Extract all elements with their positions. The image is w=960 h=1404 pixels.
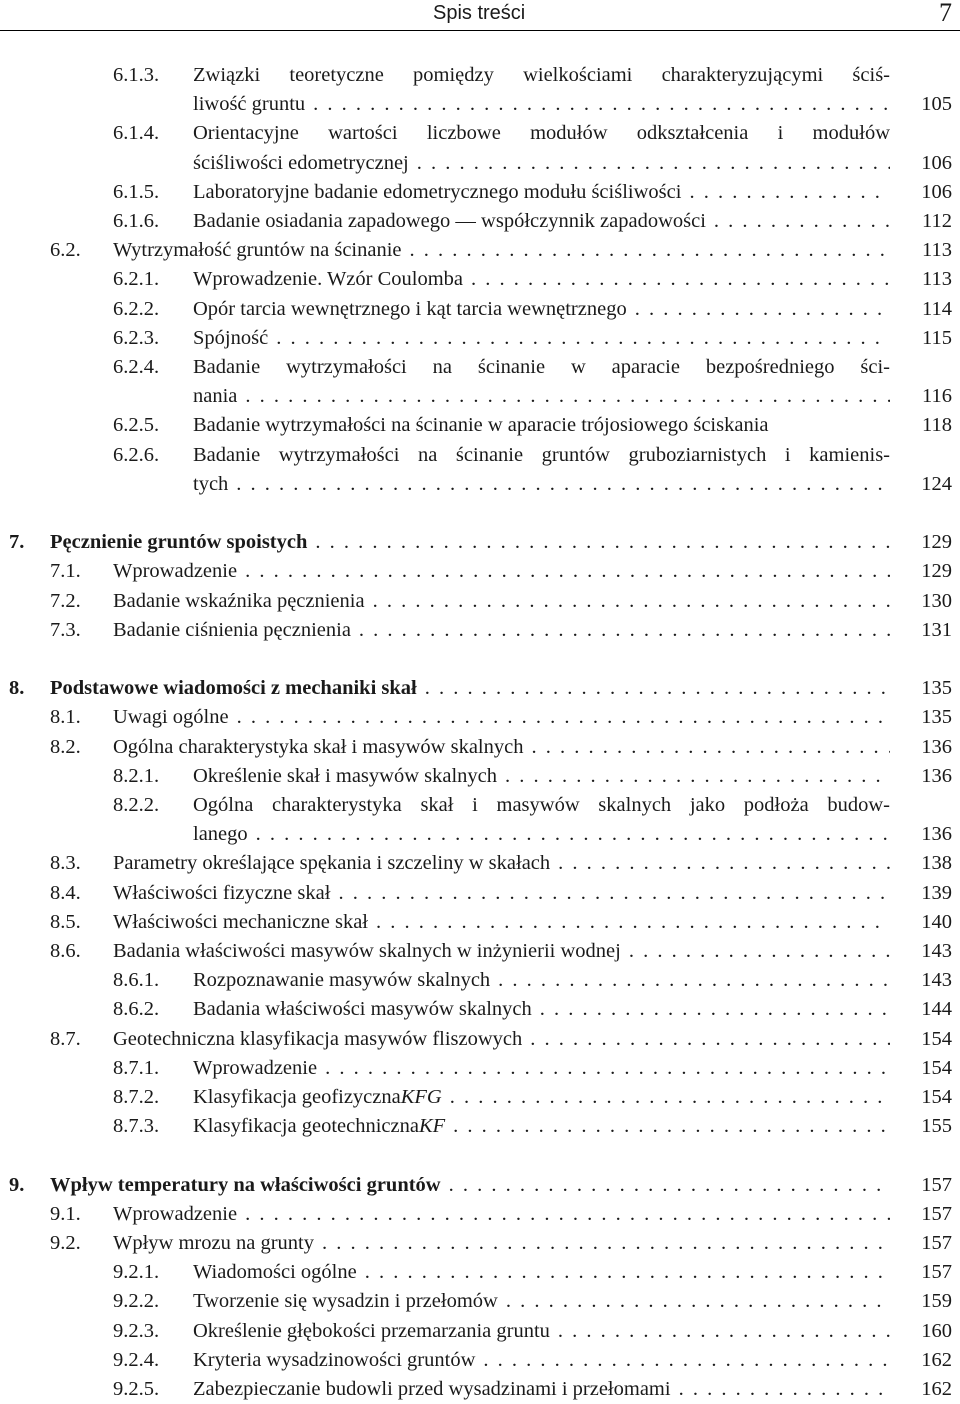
toc-entry-title: Wprowadzenie <box>193 1056 318 1079</box>
dot-leader <box>322 1229 890 1258</box>
toc-entry-page: 138 <box>921 852 952 875</box>
toc-entry-page: 157 <box>921 1202 952 1225</box>
dot-leader <box>558 1317 890 1346</box>
toc-entry-title: Badania właściwości masywów skalnych <box>193 998 532 1021</box>
toc-entry-page: 118 <box>922 414 952 437</box>
toc-entry-page: 154 <box>921 1027 952 1050</box>
toc-entry-page: 140 <box>921 910 952 933</box>
toc-entry-title: Ogólna charakterystyka skał i masywów skalnych jako podłoża budow- <box>193 794 890 817</box>
toc-entry-title: Klasyfikacja geofizyczna <box>193 1086 401 1109</box>
toc-entry[interactable] <box>0 879 960 908</box>
toc-entry[interactable] <box>0 353 960 411</box>
toc-entry-number: 8.5. <box>50 910 81 933</box>
dot-leader <box>410 236 890 265</box>
toc-entry-title: Określenie głębokości przemarzania gruntu <box>193 1319 550 1342</box>
dot-leader <box>276 324 890 353</box>
toc-entry-number: 9. <box>9 1173 25 1196</box>
toc-entry[interactable] <box>0 295 960 324</box>
toc-entry[interactable] <box>0 733 960 762</box>
toc-entry-title: liwość gruntu <box>193 93 306 116</box>
toc-entry-title: Opór tarcia wewnętrznego i kąt tarcia wewnętrznego <box>193 297 627 320</box>
toc-entry[interactable] <box>0 61 960 119</box>
dot-leader <box>498 966 890 995</box>
toc-entry[interactable] <box>0 937 960 966</box>
toc-entry-number: 9.2.5. <box>113 1378 160 1401</box>
dot-leader <box>531 733 890 762</box>
dot-leader <box>315 528 890 557</box>
toc-entry-number: 8.4. <box>50 881 81 904</box>
toc-entry-page: 143 <box>921 940 952 963</box>
toc-entry-number: 8.6.1. <box>113 969 160 992</box>
dot-leader <box>417 149 890 178</box>
dot-leader <box>483 1346 890 1375</box>
toc-entry[interactable] <box>0 762 960 791</box>
dot-leader <box>237 703 890 732</box>
toc-entry-title: Parametry określające spękania i szczeliny w skałach <box>113 852 551 875</box>
toc-chapter-entry[interactable] <box>0 674 960 703</box>
toc-entry-page: 106 <box>921 151 952 174</box>
toc-entry[interactable] <box>0 908 960 937</box>
dot-leader <box>425 674 890 703</box>
toc-entry[interactable] <box>0 1083 960 1112</box>
toc-entry-number: 7. <box>9 531 25 554</box>
toc-entry-number: 9.1. <box>50 1202 81 1225</box>
toc-entry-title: ściśliwości edometrycznej <box>193 151 409 174</box>
toc-entry-number: 6.1.3. <box>113 64 160 86</box>
dot-leader <box>359 616 890 645</box>
toc-entry-number: 7.2. <box>50 589 81 612</box>
toc-entry-title: Geotechniczna klasyfikacja masywów fliszowych <box>113 1027 523 1050</box>
dot-leader <box>449 1171 890 1200</box>
toc-entry-number: 6.2.6. <box>113 443 160 466</box>
toc-entry-title: Zabezpieczanie budowli przed wysadzinami i przełomami <box>193 1378 671 1401</box>
toc-entry-number: 8. <box>9 677 25 700</box>
toc-entry[interactable] <box>0 587 960 616</box>
toc-entry-abbrev: KF <box>418 1115 446 1138</box>
toc-entry[interactable] <box>0 557 960 586</box>
toc-entry[interactable] <box>0 207 960 236</box>
toc-entry[interactable] <box>0 441 960 499</box>
dot-leader <box>256 820 890 849</box>
header-rule <box>0 30 960 31</box>
toc-entry-number: 9.2. <box>50 1232 81 1255</box>
toc-entry[interactable] <box>0 1054 960 1083</box>
page-number: 7 <box>939 0 952 27</box>
toc-entry-title: Ogólna charakterystyka skał i masywów skalnych <box>113 735 524 758</box>
toc-entry-number: 6.2.5. <box>113 414 160 437</box>
toc-entry-page: 113 <box>922 239 952 262</box>
toc-entry-page: 155 <box>921 1115 952 1138</box>
toc-entry-page: 131 <box>921 618 952 641</box>
toc-entry-page: 154 <box>921 1056 952 1079</box>
toc-entry[interactable] <box>0 1317 960 1346</box>
toc-entry-page: 162 <box>921 1378 952 1401</box>
toc-entry-title: Rozpoznawanie masywów skalnych <box>193 969 491 992</box>
toc-entry-number: 8.2.1. <box>113 764 160 787</box>
toc-entry[interactable] <box>0 1229 960 1258</box>
toc-entry-page: 144 <box>921 998 952 1021</box>
toc-entry-number: 7.3. <box>50 618 81 641</box>
table-of-contents <box>0 61 960 1404</box>
toc-entry-number: 8.7.2. <box>113 1086 160 1109</box>
dot-leader <box>635 295 890 324</box>
dot-leader <box>365 1258 890 1287</box>
toc-entry[interactable] <box>0 703 960 732</box>
toc-entry-title: Kryteria wysadzinowości gruntów <box>193 1348 476 1371</box>
toc-entry-number: 6.1.6. <box>113 210 160 233</box>
dot-leader <box>506 1287 890 1316</box>
toc-entry-number: 9.2.4. <box>113 1348 160 1371</box>
dot-leader <box>313 90 890 119</box>
toc-entry-number: 6.1.4. <box>113 122 160 145</box>
toc-entry-number: 8.3. <box>50 852 81 875</box>
toc-entry[interactable] <box>0 236 960 265</box>
toc-entry[interactable] <box>0 1258 960 1287</box>
toc-entry-number: 6.2.4. <box>113 356 160 379</box>
toc-entry-title: Podstawowe wiadomości z mechaniki skał <box>50 677 417 700</box>
toc-entry-page: 160 <box>921 1319 952 1342</box>
toc-entry-page: 116 <box>922 385 952 408</box>
toc-entry-page: 129 <box>921 560 952 583</box>
toc-entry-number: 6.2.2. <box>113 297 160 320</box>
toc-entry-title: Orientacyjne wartości liczbowe modułów odkształcenia i modułów <box>193 122 890 145</box>
toc-entry-page: 139 <box>921 881 952 904</box>
dot-leader <box>325 1054 890 1083</box>
dot-leader <box>689 178 890 207</box>
toc-entry-number: 8.6. <box>50 940 81 963</box>
toc-entry-number: 8.7.3. <box>113 1115 160 1138</box>
dot-leader <box>558 849 890 878</box>
toc-entry[interactable] <box>0 119 960 177</box>
toc-entry-title: Pęcznienie gruntów spoistych <box>50 531 308 554</box>
toc-entry-title: Badania właściwości masywów skalnych w inżynierii wodnej <box>113 940 621 963</box>
dot-leader <box>373 587 890 616</box>
dot-leader <box>338 879 890 908</box>
toc-entry-title: Wpływ temperatury na właściwości gruntów <box>50 1173 441 1196</box>
toc-entry-number: 9.2.3. <box>113 1319 160 1342</box>
toc-entry-number: 6.1.5. <box>113 180 160 203</box>
toc-entry-title: Właściwości fizyczne skał <box>113 881 331 904</box>
toc-entry-number: 8.2. <box>50 735 81 758</box>
toc-entry-page: 106 <box>921 180 952 203</box>
toc-entry-page: 162 <box>921 1348 952 1371</box>
toc-entry[interactable] <box>0 1025 960 1054</box>
dot-leader <box>505 762 890 791</box>
toc-entry[interactable] <box>0 791 960 849</box>
toc-entry-page: 143 <box>921 969 952 992</box>
toc-entry[interactable] <box>0 411 960 440</box>
dot-leader <box>679 1375 890 1404</box>
toc-entry-page: 130 <box>921 589 952 612</box>
toc-entry-title: Wpływ mrozu na grunty <box>113 1232 314 1255</box>
dot-leader <box>629 937 890 966</box>
toc-entry[interactable] <box>0 1346 960 1375</box>
toc-entry-number: 6.2.3. <box>113 326 160 349</box>
toc-entry-number: 6.2.1. <box>113 268 160 291</box>
dot-leader <box>453 1112 890 1141</box>
toc-entry-title: Badanie ciśnienia pęcznienia <box>113 618 351 641</box>
toc-entry-title: Wytrzymałość gruntów na ścinanie <box>113 239 402 262</box>
toc-entry-title: Badanie wytrzymałości na ścinanie gruntów gruboziarnistych i kamienis- <box>193 443 890 466</box>
dot-leader <box>471 265 890 294</box>
toc-entry[interactable] <box>0 324 960 353</box>
toc-entry[interactable] <box>0 849 960 878</box>
toc-entry[interactable] <box>0 265 960 294</box>
toc-entry-number: 8.7. <box>50 1027 81 1050</box>
running-head: Spis treści <box>433 2 526 24</box>
toc-entry-title: lanego <box>193 823 248 846</box>
toc-entry[interactable] <box>0 1375 960 1404</box>
toc-entry-page: 159 <box>921 1290 952 1313</box>
toc-entry[interactable] <box>0 1200 960 1229</box>
toc-entry-page: 157 <box>921 1232 952 1255</box>
toc-entry-page: 157 <box>921 1173 952 1196</box>
toc-entry[interactable] <box>0 966 960 995</box>
dot-leader <box>245 557 890 586</box>
toc-entry-title: Wprowadzenie. Wzór Coulomba <box>193 268 464 291</box>
toc-entry-number: 8.7.1. <box>113 1056 160 1079</box>
toc-entry-page: 136 <box>921 764 952 787</box>
dot-leader <box>376 908 890 937</box>
toc-entry-number: 7.1. <box>50 560 81 583</box>
toc-entry-page: 114 <box>922 297 952 320</box>
dot-leader <box>245 1200 890 1229</box>
toc-entry-number: 6.2. <box>50 239 81 262</box>
toc-entry-title: Badanie wskaźnika pęcznienia <box>113 589 365 612</box>
dot-leader <box>714 207 890 236</box>
toc-entry[interactable] <box>0 178 960 207</box>
toc-entry-page: 154 <box>921 1086 952 1109</box>
toc-entry-title: Wprowadzenie <box>113 1202 238 1225</box>
dot-leader <box>530 1025 890 1054</box>
toc-entry-page: 112 <box>922 210 952 233</box>
toc-entry-page: 129 <box>921 531 952 554</box>
toc-entry[interactable] <box>0 995 960 1024</box>
toc-entry-title: Laboratoryjne badanie edometrycznego modułu ściśliwości <box>193 180 682 203</box>
toc-chapter-entry[interactable] <box>0 1171 960 1200</box>
toc-entry-number: 8.2.2. <box>113 794 160 817</box>
toc-entry-title: Związki teoretyczne pomiędzy wielkościami charakteryzującymi ściś- <box>193 64 890 86</box>
toc-entry-page: 157 <box>921 1261 952 1284</box>
toc-entry-page: 135 <box>921 706 952 729</box>
toc-entry-title: Wprowadzenie <box>113 560 238 583</box>
toc-entry-title: Klasyfikacja geotechniczna <box>193 1115 419 1138</box>
toc-entry[interactable] <box>0 1287 960 1316</box>
dot-leader <box>236 470 890 499</box>
toc-entry-title: Właściwości mechaniczne skał <box>113 910 368 933</box>
toc-entry-title: Określenie skał i masywów skalnych <box>193 764 498 787</box>
toc-entry-title: nania <box>193 385 238 408</box>
toc-entry-title: tych <box>193 472 229 495</box>
toc-entry-title: Badanie wytrzymałości na ścinanie w aparacie bezpośredniego ści- <box>193 356 890 379</box>
toc-entry-title: Wiadomości ogólne <box>193 1261 357 1284</box>
toc-entry-page: 105 <box>921 93 952 116</box>
toc-entry-page: 115 <box>922 326 952 349</box>
toc-entry-page: 113 <box>922 268 952 291</box>
toc-chapter-entry[interactable] <box>0 528 960 557</box>
toc-entry-page: 135 <box>921 677 952 700</box>
dot-leader <box>450 1083 890 1112</box>
toc-entry-number: 8.6.2. <box>113 998 160 1021</box>
toc-entry-abbrev: KFG <box>400 1086 442 1109</box>
toc-entry[interactable] <box>0 1112 960 1141</box>
toc-entry-number: 9.2.1. <box>113 1261 160 1284</box>
page-header <box>0 0 960 30</box>
toc-entry[interactable] <box>0 616 960 645</box>
toc-entry-title: Uwagi ogólne <box>113 706 229 729</box>
toc-entry-page: 124 <box>921 472 952 495</box>
toc-entry-page: 136 <box>921 823 952 846</box>
toc-entry-page: 136 <box>921 735 952 758</box>
dot-leader <box>245 382 890 411</box>
dot-leader <box>540 995 890 1024</box>
toc-entry-title: Spójność <box>193 326 269 349</box>
toc-entry-number: 9.2.2. <box>113 1290 160 1313</box>
toc-entry-title: Badanie osiadania zapadowego — współczynnik zapadowości <box>193 210 706 233</box>
toc-entry-title: Tworzenie się wysadzin i przełomów <box>193 1290 498 1313</box>
toc-entry-number: 8.1. <box>50 706 81 729</box>
toc-entry-title: Badanie wytrzymałości na ścinanie w aparacie trójosiowego ściskania <box>193 414 769 437</box>
